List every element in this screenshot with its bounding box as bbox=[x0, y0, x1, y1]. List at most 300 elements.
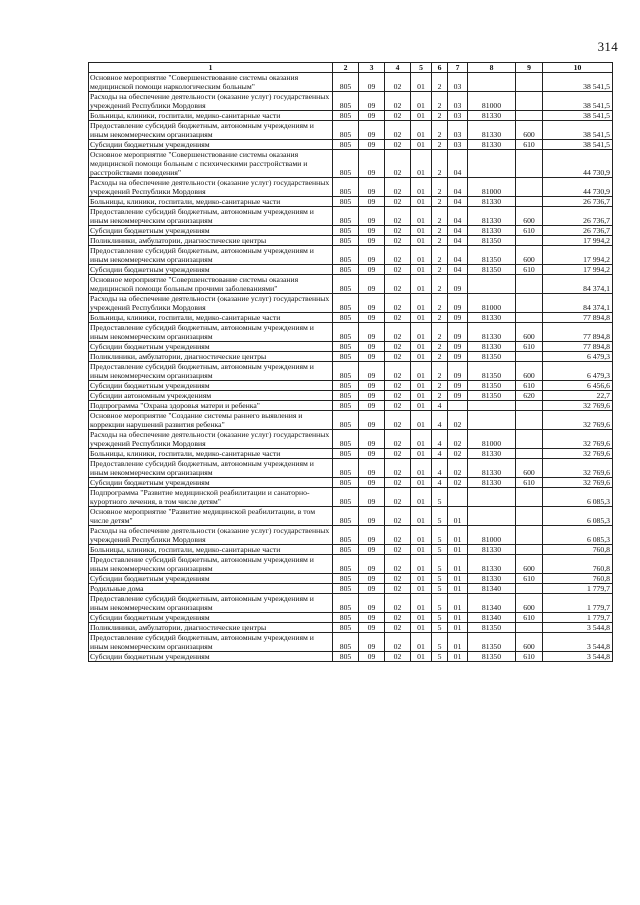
table-row bbox=[89, 140, 613, 150]
table-row bbox=[89, 381, 613, 391]
row-name-cell: Основное мероприятие "Развитие медицинской реабилитации, в том числе детям" bbox=[89, 507, 333, 526]
expense-type-cell: 600 bbox=[516, 246, 543, 265]
header-row bbox=[89, 63, 613, 73]
amount-cell: 32 769,6 bbox=[543, 449, 613, 459]
direction-code-cell: 81340 bbox=[468, 613, 516, 623]
activity-cell: 09 bbox=[448, 342, 468, 352]
direction-code-cell: 81000 bbox=[468, 526, 516, 545]
program-cell: 01 bbox=[411, 265, 432, 275]
expense-type-cell: 610 bbox=[516, 226, 543, 236]
amount-cell: 1 779,7 bbox=[543, 594, 613, 613]
program-cell: 01 bbox=[411, 545, 432, 555]
section-cell: 09 bbox=[359, 352, 385, 362]
subprogram-cell: 2 bbox=[432, 150, 448, 178]
subsection-cell: 02 bbox=[385, 401, 411, 411]
subprogram-cell: 5 bbox=[432, 488, 448, 507]
table-row bbox=[89, 633, 613, 652]
section-cell: 09 bbox=[359, 545, 385, 555]
subsection-cell: 02 bbox=[385, 584, 411, 594]
table-row bbox=[89, 236, 613, 246]
table-row bbox=[89, 401, 613, 411]
direction-code-cell: 81330 bbox=[468, 459, 516, 478]
direction-code-cell bbox=[468, 150, 516, 178]
amount-cell: 3 544,8 bbox=[543, 652, 613, 662]
ministry-code-cell: 805 bbox=[333, 313, 359, 323]
row-name-cell: Субсидии бюджетным учреждениям bbox=[89, 140, 333, 150]
activity-cell: 09 bbox=[448, 381, 468, 391]
activity-cell: 04 bbox=[448, 197, 468, 207]
ministry-code-cell: 805 bbox=[333, 507, 359, 526]
subsection-cell: 02 bbox=[385, 459, 411, 478]
subsection-cell: 02 bbox=[385, 430, 411, 449]
column-header: 4 bbox=[385, 63, 411, 73]
activity-cell bbox=[448, 401, 468, 411]
program-cell: 01 bbox=[411, 246, 432, 265]
page-number: 314 bbox=[597, 39, 618, 54]
direction-code-cell: 81000 bbox=[468, 430, 516, 449]
subprogram-cell: 4 bbox=[432, 459, 448, 478]
ministry-code-cell: 805 bbox=[333, 178, 359, 197]
table-row bbox=[89, 478, 613, 488]
program-cell: 01 bbox=[411, 352, 432, 362]
subprogram-cell: 2 bbox=[432, 178, 448, 197]
table-row bbox=[89, 584, 613, 594]
section-cell: 09 bbox=[359, 401, 385, 411]
program-cell: 01 bbox=[411, 652, 432, 662]
expense-type-cell bbox=[516, 401, 543, 411]
activity-cell: 03 bbox=[448, 121, 468, 140]
expense-type-cell bbox=[516, 488, 543, 507]
amount-cell: 38 541,5 bbox=[543, 111, 613, 121]
activity-cell: 01 bbox=[448, 594, 468, 613]
program-cell: 01 bbox=[411, 613, 432, 623]
program-cell: 01 bbox=[411, 92, 432, 111]
program-cell: 01 bbox=[411, 526, 432, 545]
activity-cell: 09 bbox=[448, 275, 468, 294]
expense-type-cell: 610 bbox=[516, 652, 543, 662]
section-cell: 09 bbox=[359, 294, 385, 313]
program-cell: 01 bbox=[411, 178, 432, 197]
row-name-cell: Расходы на обеспечение деятельности (оказание услуг) государственных учреждений Республики Мордовия bbox=[89, 178, 333, 197]
ministry-code-cell: 805 bbox=[333, 226, 359, 236]
table-row bbox=[89, 207, 613, 226]
column-header: 6 bbox=[432, 63, 448, 73]
subsection-cell: 02 bbox=[385, 411, 411, 430]
row-name-cell: Предоставление субсидий бюджетным, автономным учреждениям и иным некоммерческим организациям bbox=[89, 555, 333, 574]
program-cell: 01 bbox=[411, 391, 432, 401]
amount-cell: 6 456,6 bbox=[543, 381, 613, 391]
subsection-cell: 02 bbox=[385, 342, 411, 352]
budget-table bbox=[88, 62, 613, 662]
subprogram-cell: 2 bbox=[432, 197, 448, 207]
ministry-code-cell: 805 bbox=[333, 92, 359, 111]
ministry-code-cell: 805 bbox=[333, 401, 359, 411]
expense-type-cell bbox=[516, 150, 543, 178]
direction-code-cell: 81330 bbox=[468, 121, 516, 140]
amount-cell: 32 769,6 bbox=[543, 478, 613, 488]
expense-type-cell bbox=[516, 352, 543, 362]
program-cell: 01 bbox=[411, 226, 432, 236]
activity-cell: 03 bbox=[448, 92, 468, 111]
ministry-code-cell: 805 bbox=[333, 526, 359, 545]
ministry-code-cell: 805 bbox=[333, 545, 359, 555]
activity-cell: 01 bbox=[448, 584, 468, 594]
expense-type-cell: 610 bbox=[516, 140, 543, 150]
activity-cell: 02 bbox=[448, 411, 468, 430]
subsection-cell: 02 bbox=[385, 555, 411, 574]
direction-code-cell: 81350 bbox=[468, 362, 516, 381]
subsection-cell: 02 bbox=[385, 488, 411, 507]
ministry-code-cell: 805 bbox=[333, 362, 359, 381]
row-name-cell: Основное мероприятие "Создание системы раннего выявления и коррекции нарушений развития ребенка" bbox=[89, 411, 333, 430]
section-cell: 09 bbox=[359, 449, 385, 459]
subprogram-cell: 5 bbox=[432, 545, 448, 555]
row-name-cell: Субсидии автономным учреждениям bbox=[89, 391, 333, 401]
program-cell: 01 bbox=[411, 623, 432, 633]
activity-cell: 04 bbox=[448, 226, 468, 236]
activity-cell: 09 bbox=[448, 313, 468, 323]
table-row bbox=[89, 121, 613, 140]
column-header: 2 bbox=[333, 63, 359, 73]
expense-type-cell bbox=[516, 623, 543, 633]
subsection-cell: 02 bbox=[385, 507, 411, 526]
amount-cell: 1 779,7 bbox=[543, 584, 613, 594]
activity-cell: 09 bbox=[448, 352, 468, 362]
program-cell: 01 bbox=[411, 294, 432, 313]
ministry-code-cell: 805 bbox=[333, 652, 359, 662]
section-cell: 09 bbox=[359, 121, 385, 140]
subsection-cell: 02 bbox=[385, 197, 411, 207]
subsection-cell: 02 bbox=[385, 265, 411, 275]
row-name-cell: Больницы, клиники, госпитали, медико-санитарные части bbox=[89, 545, 333, 555]
row-name-cell: Предоставление субсидий бюджетным, автономным учреждениям и иным некоммерческим организациям bbox=[89, 207, 333, 226]
direction-code-cell bbox=[468, 275, 516, 294]
subsection-cell: 02 bbox=[385, 207, 411, 226]
program-cell: 01 bbox=[411, 111, 432, 121]
ministry-code-cell: 805 bbox=[333, 459, 359, 478]
ministry-code-cell: 805 bbox=[333, 391, 359, 401]
expense-type-cell bbox=[516, 526, 543, 545]
row-name-cell: Больницы, клиники, госпитали, медико-санитарные части bbox=[89, 313, 333, 323]
column-header: 9 bbox=[516, 63, 543, 73]
amount-cell: 32 769,6 bbox=[543, 459, 613, 478]
table-row bbox=[89, 411, 613, 430]
direction-code-cell: 81330 bbox=[468, 313, 516, 323]
ministry-code-cell: 805 bbox=[333, 574, 359, 584]
direction-code-cell: 81330 bbox=[468, 342, 516, 352]
row-name-cell: Субсидии бюджетным учреждениям bbox=[89, 574, 333, 584]
program-cell: 01 bbox=[411, 411, 432, 430]
subsection-cell: 02 bbox=[385, 574, 411, 584]
subprogram-cell: 2 bbox=[432, 236, 448, 246]
amount-cell: 26 736,7 bbox=[543, 207, 613, 226]
expense-type-cell: 620 bbox=[516, 391, 543, 401]
table-row bbox=[89, 178, 613, 197]
direction-code-cell bbox=[468, 507, 516, 526]
table-row bbox=[89, 488, 613, 507]
row-name-cell: Основное мероприятие "Совершенствование системы оказания медицинской помощи больным с психическими расстройствами и расстройствами поведения" bbox=[89, 150, 333, 178]
expense-type-cell bbox=[516, 178, 543, 197]
amount-cell: 17 994,2 bbox=[543, 265, 613, 275]
subprogram-cell: 5 bbox=[432, 594, 448, 613]
direction-code-cell: 81350 bbox=[468, 633, 516, 652]
section-cell: 09 bbox=[359, 459, 385, 478]
row-name-cell: Предоставление субсидий бюджетным, автономным учреждениям и иным некоммерческим организациям bbox=[89, 594, 333, 613]
section-cell: 09 bbox=[359, 150, 385, 178]
table-row bbox=[89, 342, 613, 352]
subsection-cell: 02 bbox=[385, 275, 411, 294]
program-cell: 01 bbox=[411, 121, 432, 140]
expense-type-cell bbox=[516, 92, 543, 111]
table-row bbox=[89, 526, 613, 545]
subsection-cell: 02 bbox=[385, 150, 411, 178]
table-row bbox=[89, 545, 613, 555]
subprogram-cell: 5 bbox=[432, 555, 448, 574]
subprogram-cell: 2 bbox=[432, 352, 448, 362]
direction-code-cell: 81340 bbox=[468, 594, 516, 613]
ministry-code-cell: 805 bbox=[333, 430, 359, 449]
section-cell: 09 bbox=[359, 584, 385, 594]
activity-cell: 01 bbox=[448, 526, 468, 545]
subsection-cell: 02 bbox=[385, 594, 411, 613]
program-cell: 01 bbox=[411, 150, 432, 178]
activity-cell: 01 bbox=[448, 613, 468, 623]
program-cell: 01 bbox=[411, 313, 432, 323]
amount-cell: 760,8 bbox=[543, 555, 613, 574]
program-cell: 01 bbox=[411, 236, 432, 246]
program-cell: 01 bbox=[411, 459, 432, 478]
activity-cell: 04 bbox=[448, 246, 468, 265]
section-cell: 09 bbox=[359, 488, 385, 507]
subsection-cell: 02 bbox=[385, 391, 411, 401]
amount-cell: 1 779,7 bbox=[543, 613, 613, 623]
subprogram-cell: 2 bbox=[432, 313, 448, 323]
table-row bbox=[89, 313, 613, 323]
subsection-cell: 02 bbox=[385, 236, 411, 246]
activity-cell: 03 bbox=[448, 140, 468, 150]
ministry-code-cell: 805 bbox=[333, 121, 359, 140]
subsection-cell: 02 bbox=[385, 381, 411, 391]
section-cell: 09 bbox=[359, 613, 385, 623]
table-row bbox=[89, 275, 613, 294]
row-name-cell: Расходы на обеспечение деятельности (оказание услуг) государственных учреждений Республики Мордовия bbox=[89, 430, 333, 449]
subsection-cell: 02 bbox=[385, 362, 411, 381]
ministry-code-cell: 805 bbox=[333, 197, 359, 207]
expense-type-cell bbox=[516, 275, 543, 294]
row-name-cell: Субсидии бюджетным учреждениям bbox=[89, 342, 333, 352]
section-cell: 09 bbox=[359, 430, 385, 449]
direction-code-cell: 81350 bbox=[468, 381, 516, 391]
direction-code-cell: 81350 bbox=[468, 623, 516, 633]
subprogram-cell: 2 bbox=[432, 342, 448, 352]
expense-type-cell bbox=[516, 294, 543, 313]
ministry-code-cell: 805 bbox=[333, 584, 359, 594]
row-name-cell: Больницы, клиники, госпитали, медико-санитарные части bbox=[89, 449, 333, 459]
table-row bbox=[89, 150, 613, 178]
amount-cell: 38 541,5 bbox=[543, 140, 613, 150]
direction-code-cell: 81000 bbox=[468, 294, 516, 313]
program-cell: 01 bbox=[411, 594, 432, 613]
subprogram-cell: 5 bbox=[432, 507, 448, 526]
amount-cell: 22,7 bbox=[543, 391, 613, 401]
table-row bbox=[89, 430, 613, 449]
column-header: 3 bbox=[359, 63, 385, 73]
subprogram-cell: 2 bbox=[432, 92, 448, 111]
subprogram-cell: 5 bbox=[432, 584, 448, 594]
column-header: 10 bbox=[543, 63, 613, 73]
table-row bbox=[89, 111, 613, 121]
section-cell: 09 bbox=[359, 226, 385, 236]
section-cell: 09 bbox=[359, 265, 385, 275]
row-name-cell: Родильные дома bbox=[89, 584, 333, 594]
ministry-code-cell: 805 bbox=[333, 275, 359, 294]
activity-cell: 02 bbox=[448, 430, 468, 449]
ministry-code-cell: 805 bbox=[333, 381, 359, 391]
direction-code-cell: 81350 bbox=[468, 352, 516, 362]
subprogram-cell: 2 bbox=[432, 275, 448, 294]
row-name-cell: Предоставление субсидий бюджетным, автономным учреждениям и иным некоммерческим организациям bbox=[89, 633, 333, 652]
direction-code-cell: 81330 bbox=[468, 323, 516, 342]
activity-cell: 01 bbox=[448, 574, 468, 584]
section-cell: 09 bbox=[359, 574, 385, 584]
ministry-code-cell: 805 bbox=[333, 140, 359, 150]
activity-cell: 04 bbox=[448, 265, 468, 275]
activity-cell: 04 bbox=[448, 207, 468, 226]
subprogram-cell: 4 bbox=[432, 401, 448, 411]
activity-cell: 09 bbox=[448, 362, 468, 381]
expense-type-cell bbox=[516, 449, 543, 459]
program-cell: 01 bbox=[411, 449, 432, 459]
program-cell: 01 bbox=[411, 381, 432, 391]
ministry-code-cell: 805 bbox=[333, 478, 359, 488]
amount-cell: 6 479,3 bbox=[543, 362, 613, 381]
activity-cell: 01 bbox=[448, 545, 468, 555]
section-cell: 09 bbox=[359, 178, 385, 197]
table-row bbox=[89, 73, 613, 92]
subprogram-cell: 5 bbox=[432, 623, 448, 633]
expense-type-cell: 600 bbox=[516, 121, 543, 140]
subprogram-cell: 2 bbox=[432, 111, 448, 121]
table-body bbox=[89, 73, 613, 662]
expense-type-cell bbox=[516, 507, 543, 526]
activity-cell: 02 bbox=[448, 478, 468, 488]
ministry-code-cell: 805 bbox=[333, 633, 359, 652]
subprogram-cell: 5 bbox=[432, 574, 448, 584]
subsection-cell: 02 bbox=[385, 323, 411, 342]
amount-cell: 32 769,6 bbox=[543, 430, 613, 449]
row-name-cell: Предоставление субсидий бюджетным, автономным учреждениям и иным некоммерческим организациям bbox=[89, 246, 333, 265]
row-name-cell: Больницы, клиники, госпитали, медико-санитарные части bbox=[89, 111, 333, 121]
section-cell: 09 bbox=[359, 323, 385, 342]
subsection-cell: 02 bbox=[385, 623, 411, 633]
column-header: 1 bbox=[89, 63, 333, 73]
table-row bbox=[89, 362, 613, 381]
row-name-cell: Субсидии бюджетным учреждениям bbox=[89, 478, 333, 488]
expense-type-cell: 600 bbox=[516, 362, 543, 381]
amount-cell: 26 736,7 bbox=[543, 226, 613, 236]
subprogram-cell: 2 bbox=[432, 294, 448, 313]
program-cell: 01 bbox=[411, 401, 432, 411]
expense-type-cell bbox=[516, 111, 543, 121]
program-cell: 01 bbox=[411, 584, 432, 594]
row-name-cell: Субсидии бюджетным учреждениям bbox=[89, 613, 333, 623]
section-cell: 09 bbox=[359, 207, 385, 226]
table-row bbox=[89, 391, 613, 401]
activity-cell: 09 bbox=[448, 323, 468, 342]
amount-cell: 38 541,5 bbox=[543, 73, 613, 92]
section-cell: 09 bbox=[359, 342, 385, 352]
expense-type-cell: 600 bbox=[516, 633, 543, 652]
direction-code-cell: 81330 bbox=[468, 207, 516, 226]
subprogram-cell: 5 bbox=[432, 633, 448, 652]
row-name-cell: Предоставление субсидий бюджетным, автономным учреждениям и иным некоммерческим организациям bbox=[89, 121, 333, 140]
activity-cell: 02 bbox=[448, 459, 468, 478]
program-cell: 01 bbox=[411, 507, 432, 526]
activity-cell bbox=[448, 488, 468, 507]
section-cell: 09 bbox=[359, 92, 385, 111]
subprogram-cell: 2 bbox=[432, 323, 448, 342]
direction-code-cell: 81330 bbox=[468, 555, 516, 574]
subprogram-cell: 4 bbox=[432, 430, 448, 449]
subsection-cell: 02 bbox=[385, 545, 411, 555]
table-row bbox=[89, 449, 613, 459]
subprogram-cell: 2 bbox=[432, 362, 448, 381]
activity-cell: 03 bbox=[448, 73, 468, 92]
section-cell: 09 bbox=[359, 236, 385, 246]
amount-cell: 84 374,1 bbox=[543, 294, 613, 313]
section-cell: 09 bbox=[359, 623, 385, 633]
direction-code-cell: 81330 bbox=[468, 111, 516, 121]
table-row bbox=[89, 294, 613, 313]
program-cell: 01 bbox=[411, 197, 432, 207]
direction-code-cell: 81330 bbox=[468, 197, 516, 207]
table-row bbox=[89, 265, 613, 275]
subsection-cell: 02 bbox=[385, 178, 411, 197]
section-cell: 09 bbox=[359, 507, 385, 526]
subprogram-cell: 2 bbox=[432, 140, 448, 150]
table-row bbox=[89, 507, 613, 526]
table-row bbox=[89, 352, 613, 362]
subsection-cell: 02 bbox=[385, 633, 411, 652]
subprogram-cell: 2 bbox=[432, 121, 448, 140]
subprogram-cell: 5 bbox=[432, 526, 448, 545]
program-cell: 01 bbox=[411, 275, 432, 294]
amount-cell: 77 894,8 bbox=[543, 342, 613, 352]
row-name-cell: Предоставление субсидий бюджетным, автономным учреждениям и иным некоммерческим организациям bbox=[89, 459, 333, 478]
row-name-cell: Расходы на обеспечение деятельности (оказание услуг) государственных учреждений Республики Мордовия bbox=[89, 526, 333, 545]
expense-type-cell bbox=[516, 236, 543, 246]
direction-code-cell: 81340 bbox=[468, 584, 516, 594]
section-cell: 09 bbox=[359, 555, 385, 574]
expense-type-cell bbox=[516, 197, 543, 207]
program-cell: 01 bbox=[411, 633, 432, 652]
amount-cell: 17 994,2 bbox=[543, 236, 613, 246]
subsection-cell: 02 bbox=[385, 246, 411, 265]
amount-cell: 32 769,6 bbox=[543, 401, 613, 411]
amount-cell: 77 894,8 bbox=[543, 323, 613, 342]
row-name-cell: Поликлиники, амбулатории, диагностические центры bbox=[89, 352, 333, 362]
section-cell: 09 bbox=[359, 594, 385, 613]
table-header bbox=[89, 63, 613, 73]
row-name-cell: Субсидии бюджетным учреждениям bbox=[89, 226, 333, 236]
section-cell: 09 bbox=[359, 411, 385, 430]
subprogram-cell: 2 bbox=[432, 226, 448, 236]
activity-cell: 01 bbox=[448, 652, 468, 662]
activity-cell: 01 bbox=[448, 555, 468, 574]
table-row bbox=[89, 623, 613, 633]
direction-code-cell bbox=[468, 401, 516, 411]
row-name-cell: Расходы на обеспечение деятельности (оказание услуг) государственных учреждений Республики Мордовия bbox=[89, 92, 333, 111]
